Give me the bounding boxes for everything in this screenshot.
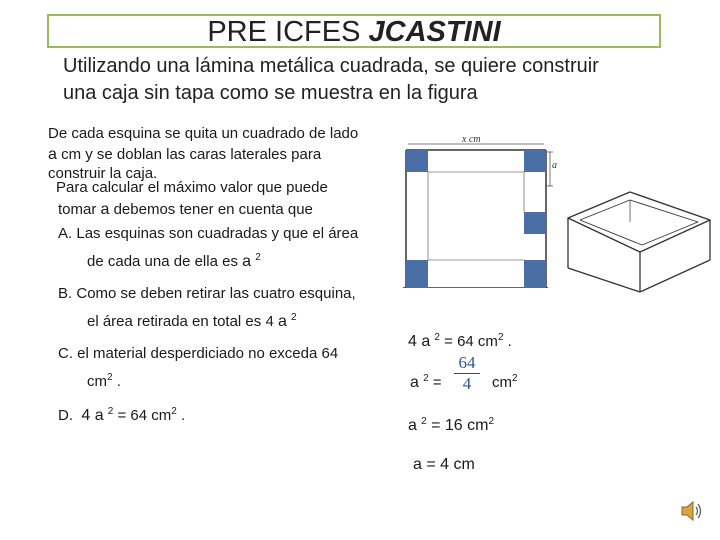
question-post: debemos tener en cuenta que <box>109 201 313 218</box>
option-end: . <box>176 407 186 424</box>
option-text: de cada una de ella es <box>87 253 243 270</box>
fold-lines <box>428 172 524 260</box>
corner-square <box>524 150 546 172</box>
option-letter: C. <box>58 345 73 362</box>
equation-text: = 64 cm <box>439 333 498 350</box>
intro-line-1: Utilizando una lámina metálica cuadrada, se quiere construir <box>63 55 599 77</box>
option-text: Las esquinas son cuadradas y que el área <box>76 225 359 242</box>
equation-text: = 16 cm <box>426 417 489 434</box>
coefficient: 4 <box>81 407 95 424</box>
option-letter: A. <box>58 225 73 242</box>
option-text: el área retirada en total es 4 <box>87 313 278 330</box>
page-title <box>47 14 661 48</box>
exponent: 2 <box>255 252 261 263</box>
exponent: 2 <box>107 406 114 417</box>
coefficient: 4 <box>408 333 422 350</box>
option-b-line-2 <box>87 308 297 332</box>
description-line-2-rest: cm y se doblan las caras laterales para <box>56 146 322 163</box>
option-end: . <box>112 373 121 390</box>
description-line-3: construir la caja. <box>48 165 158 182</box>
solution-step-2-unit <box>492 369 518 393</box>
equation-end: . <box>503 333 512 350</box>
exponent: 2 <box>421 416 427 427</box>
option-a <box>58 224 358 244</box>
option-text: Como se deben retirar las cuatro esquina, <box>76 285 356 302</box>
option-letter: B. <box>58 285 73 302</box>
question-line-2 <box>58 200 313 220</box>
title-text: PRE ICFES <box>207 16 369 48</box>
option-text: el material desperdiciado no exceda 64 <box>77 345 339 362</box>
fraction-numerator: 64 <box>458 353 476 372</box>
corner-square <box>524 260 546 288</box>
equals: = <box>428 374 442 391</box>
corner-square <box>524 212 546 234</box>
x-cm-label: x cm <box>462 134 481 145</box>
intro-text <box>63 53 703 107</box>
intro-line-2: una caja sin tapa como se muestra en la figura <box>63 82 478 104</box>
var-a: a <box>410 374 419 391</box>
unit: cm <box>492 374 512 391</box>
exponent: 2 <box>171 406 177 417</box>
var-a: a <box>94 407 104 424</box>
title-author: JCASTINI <box>368 16 501 48</box>
var-a: a <box>277 313 287 330</box>
exponent: 2 <box>488 416 495 427</box>
option-text: cm <box>87 373 107 390</box>
var-a: a <box>413 456 422 473</box>
speaker-icon[interactable] <box>679 498 705 524</box>
a-label: a <box>552 160 557 171</box>
var-a: a <box>48 146 57 163</box>
var-a: a <box>100 201 110 218</box>
description-line-1: De cada esquina se quita un cuadrado de lado <box>48 125 359 142</box>
solution-step-1 <box>408 328 512 352</box>
open-box-figure <box>560 170 715 295</box>
exponent: 2 <box>497 332 504 343</box>
option-c-line-2 <box>87 368 121 392</box>
question-pre: tomar <box>58 201 101 218</box>
equation-text: = 4 cm <box>421 456 475 473</box>
corner-square <box>406 150 428 172</box>
solution-step-2 <box>410 369 442 393</box>
exponent: 2 <box>291 312 297 323</box>
option-b <box>58 284 356 304</box>
var-a: a <box>242 253 252 270</box>
exponent: 2 <box>107 372 113 383</box>
question-line-1: Para calcular el máximo valor que puede <box>56 179 328 196</box>
exponent: 2 <box>423 373 429 384</box>
option-d <box>58 402 185 426</box>
option-a-line-2 <box>87 248 261 272</box>
exponent: 2 <box>512 373 518 384</box>
var-a: a <box>408 417 417 434</box>
fraction <box>452 354 482 392</box>
description-line-2 <box>48 145 321 165</box>
exponent: 2 <box>434 332 440 343</box>
var-a: a <box>421 333 431 350</box>
solution-step-4 <box>413 455 475 475</box>
option-text: = 64 cm <box>113 407 172 424</box>
option-letter: D. <box>58 407 73 424</box>
option-c <box>58 344 338 364</box>
fraction-denominator: 4 <box>462 374 472 393</box>
corner-square <box>406 260 428 288</box>
solution-step-3 <box>408 412 494 436</box>
